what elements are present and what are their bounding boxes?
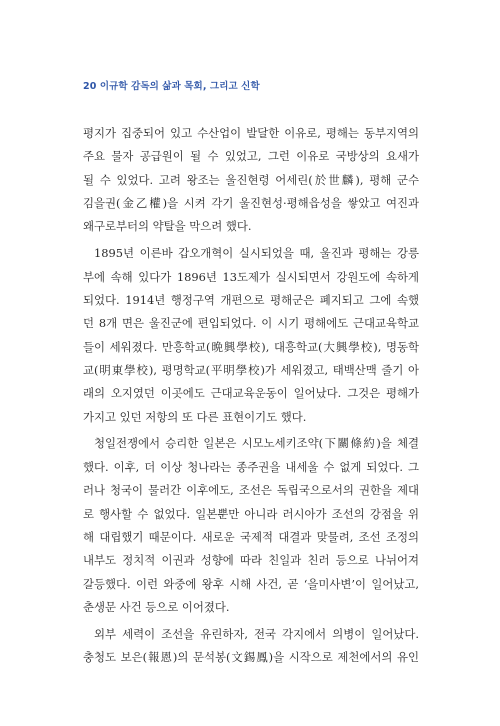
paragraph: [83, 122, 419, 239]
text-line: 가지고 있던 저항의 또 다른 표현이기도 했다.: [83, 409, 307, 424]
text-line: 외부 세력이 조선을 유린하자, 전국 각지에서 의병이 일어났다.: [94, 626, 419, 641]
paragraph: [83, 242, 419, 429]
text-line: 1895년 이른바 갑오개혁이 실시되었을 때, 울진과 평해는 강릉: [94, 246, 419, 261]
text-line: 교(明東學校), 평명학교(平明學校)가 세워졌고, 태백산맥 줄기 아: [83, 362, 419, 377]
text-line: 평지가 집중되어 있고 수산업이 발달한 이유로, 평해는 동부지역의: [83, 126, 419, 140]
text-line: 주요 물자 공급원이 될 수 있었고, 그런 이유로 국방상의 요새가: [83, 149, 419, 164]
text-line: 왜구로부터의 약탈을 막으려 했다.: [83, 219, 252, 234]
running-header: 20 이규학 감독의 삶과 목회, 그리고 신학: [83, 81, 260, 92]
text-line: 러나 청국이 물러간 이후에도, 조선은 독립국으로서의 권한을 제대: [83, 483, 419, 498]
text-line: 했다. 이후, 더 이상 청나라는 종주권을 내세울 수 없게 되었다. 그: [83, 459, 419, 474]
body-text: [83, 122, 419, 673]
text-line: 들이 세워졌다. 만흥학교(晩興學校), 대흥학교(大興學校), 명동학: [83, 339, 419, 354]
text-line: 김을권(金乙權)을 시켜 각기 울진현성·평해읍성을 쌓았고 여진과: [83, 196, 419, 211]
text-line: 로 행사할 수 없었다. 일본뿐만 아니라 러시아가 조선의 강점을 위: [83, 506, 419, 521]
text-line: 청일전쟁에서 승리한 일본은 시모노세키조약(下關條約)을 체결: [94, 436, 419, 451]
text-line: 춘생문 사건 등으로 이어졌다.: [83, 599, 230, 614]
text-line: 충청도 보은(報恩)의 문석봉(文錫鳳)을 시작으로 제천에서의 유인: [83, 650, 419, 665]
paragraph: [83, 432, 419, 619]
text-line: 래의 오지였던 이곳에도 근대교육운동이 일어났다. 그것은 평해가: [83, 386, 419, 401]
text-line: 던 8개 면은 울진군에 편입되었다. 이 시기 평해에도 근대교육학교: [83, 316, 419, 331]
text-line: 해 대립했기 때문이다. 새로운 국제적 대결과 맞물려, 조선 조정의: [83, 529, 419, 544]
paragraph: [83, 623, 419, 670]
text-line: 갈등했다. 이런 와중에 왕후 시해 사건, 곧 ‘을미사변’이 일어났고,: [83, 576, 419, 591]
text-line: 부에 속해 있다가 1896년 13도제가 실시되면서 강원도에 속하게: [83, 269, 419, 284]
text-line: 될 수 있었다. 고려 왕조는 울진현령 어세린(於世麟), 평해 군수: [83, 172, 419, 187]
text-line: 내부도 정치적 이권과 성향에 따라 친일과 친러 등으로 나뉘어져: [83, 553, 419, 568]
text-line: 되었다. 1914년 행정구역 개편으로 평해군은 폐지되고 그에 속했: [83, 292, 419, 307]
